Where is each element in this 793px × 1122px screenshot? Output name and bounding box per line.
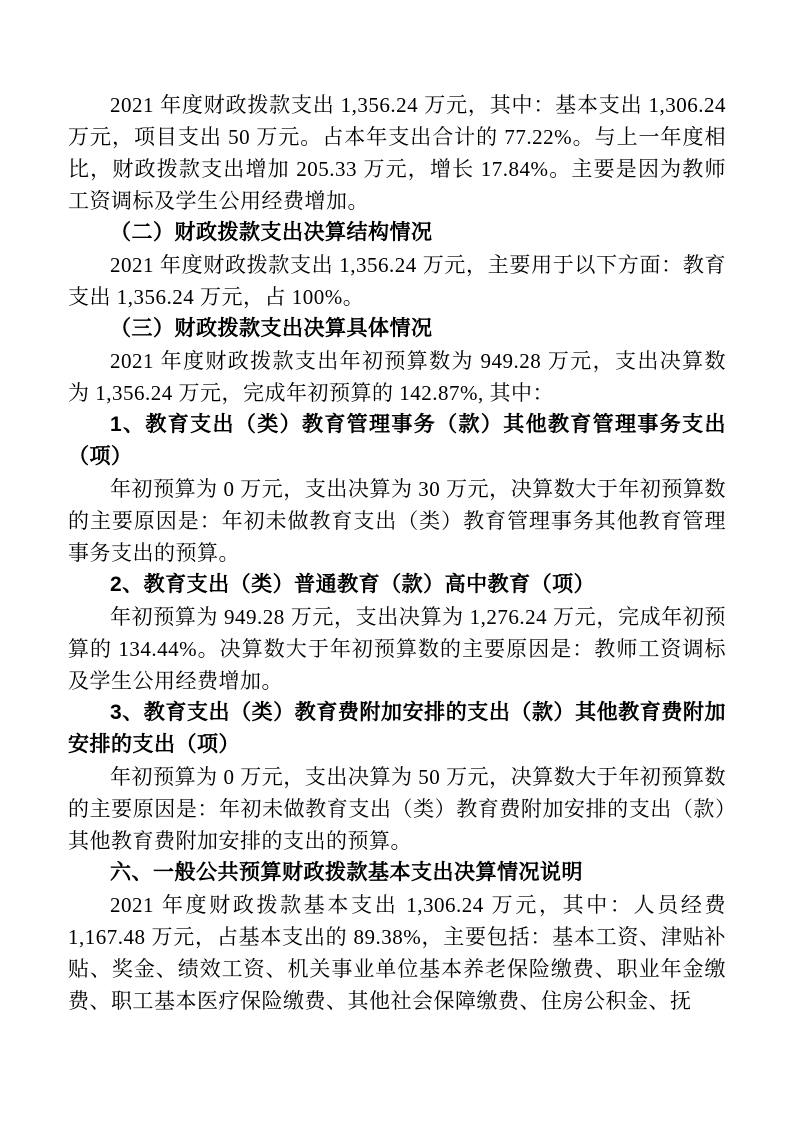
paragraph-expenditure-structure-detail: 2021 年度财政拨款支出 1,356.24 万元，主要用于以下方面：教育支出 1,356.24 万元，占 100%。	[68, 253, 726, 309]
paragraph-fiscal-expenditure-summary: 2021 年度财政拨款支出 1,356.24 万元，其中：基本支出 1,306.24 万元，项目支出 50 万元。占本年支出合计的 77.22%。与上一年度相比，财政拨款支出增加 205.33 万元，增长 17.84%。主要是因为教师工资调标及学生公用经费增加。	[68, 93, 726, 213]
section-heading-basic-expenditure-notes: 六、一般公共预算财政拨款基本支出决算情况说明	[110, 861, 583, 884]
item-heading-high-school-education: 2、教育支出（类）普通教育（款）高中教育（项）	[110, 573, 596, 596]
document-body	[68, 89, 726, 1017]
paragraph-education-admin-affairs-detail: 年初预算为 0 万元，支出决算为 30 万元，决算数大于年初预算数的主要原因是：年初未做教育支出（类）教育管理事务其他教育管理事务支出的预算。	[68, 477, 726, 565]
item-heading-education-admin-affairs: 1、教育支出（类）教育管理事务（款）其他教育管理事务支出（项）	[68, 413, 726, 468]
paragraph-basic-expenditure-detail: 2021 年度财政拨款基本支出 1,306.24 万元，其中：人员经费 1,167.48 万元，占基本支出的 89.38%，主要包括：基本工资、津贴补贴、奖金、绩效工资、机关事业单位基本养老保险缴费、职业年金缴费、职工基本医疗保险缴费、其他社会保障缴费、住房公积金、抚	[68, 893, 726, 1013]
paragraph-high-school-education-detail: 年初预算为 949.28 万元，支出决算为 1,276.24 万元，完成年初预算的 134.44%。决算数大于年初预算数的主要原因是：教师工资调标及学生公用经费增加。	[68, 605, 726, 693]
item-heading-education-surcharge: 3、教育支出（类）教育费附加安排的支出（款）其他教育费附加安排的支出（项）	[68, 701, 726, 756]
section-heading-expenditure-specifics: （三）财政拨款支出决算具体情况	[110, 317, 433, 340]
paragraph-education-surcharge-detail: 年初预算为 0 万元，支出决算为 50 万元，决算数大于年初预算数的主要原因是：年初未做教育支出（类）教育费附加安排的支出（款）其他教育费附加安排的支出的预算。	[68, 765, 726, 853]
paragraph-budget-vs-final-overview: 2021 年度财政拨款支出年初预算数为 949.28 万元，支出决算数为 1,356.24 万元，完成年初预算的 142.87%, 其中：	[68, 349, 726, 405]
section-heading-expenditure-structure: （二）财政拨款支出决算结构情况	[110, 221, 433, 244]
